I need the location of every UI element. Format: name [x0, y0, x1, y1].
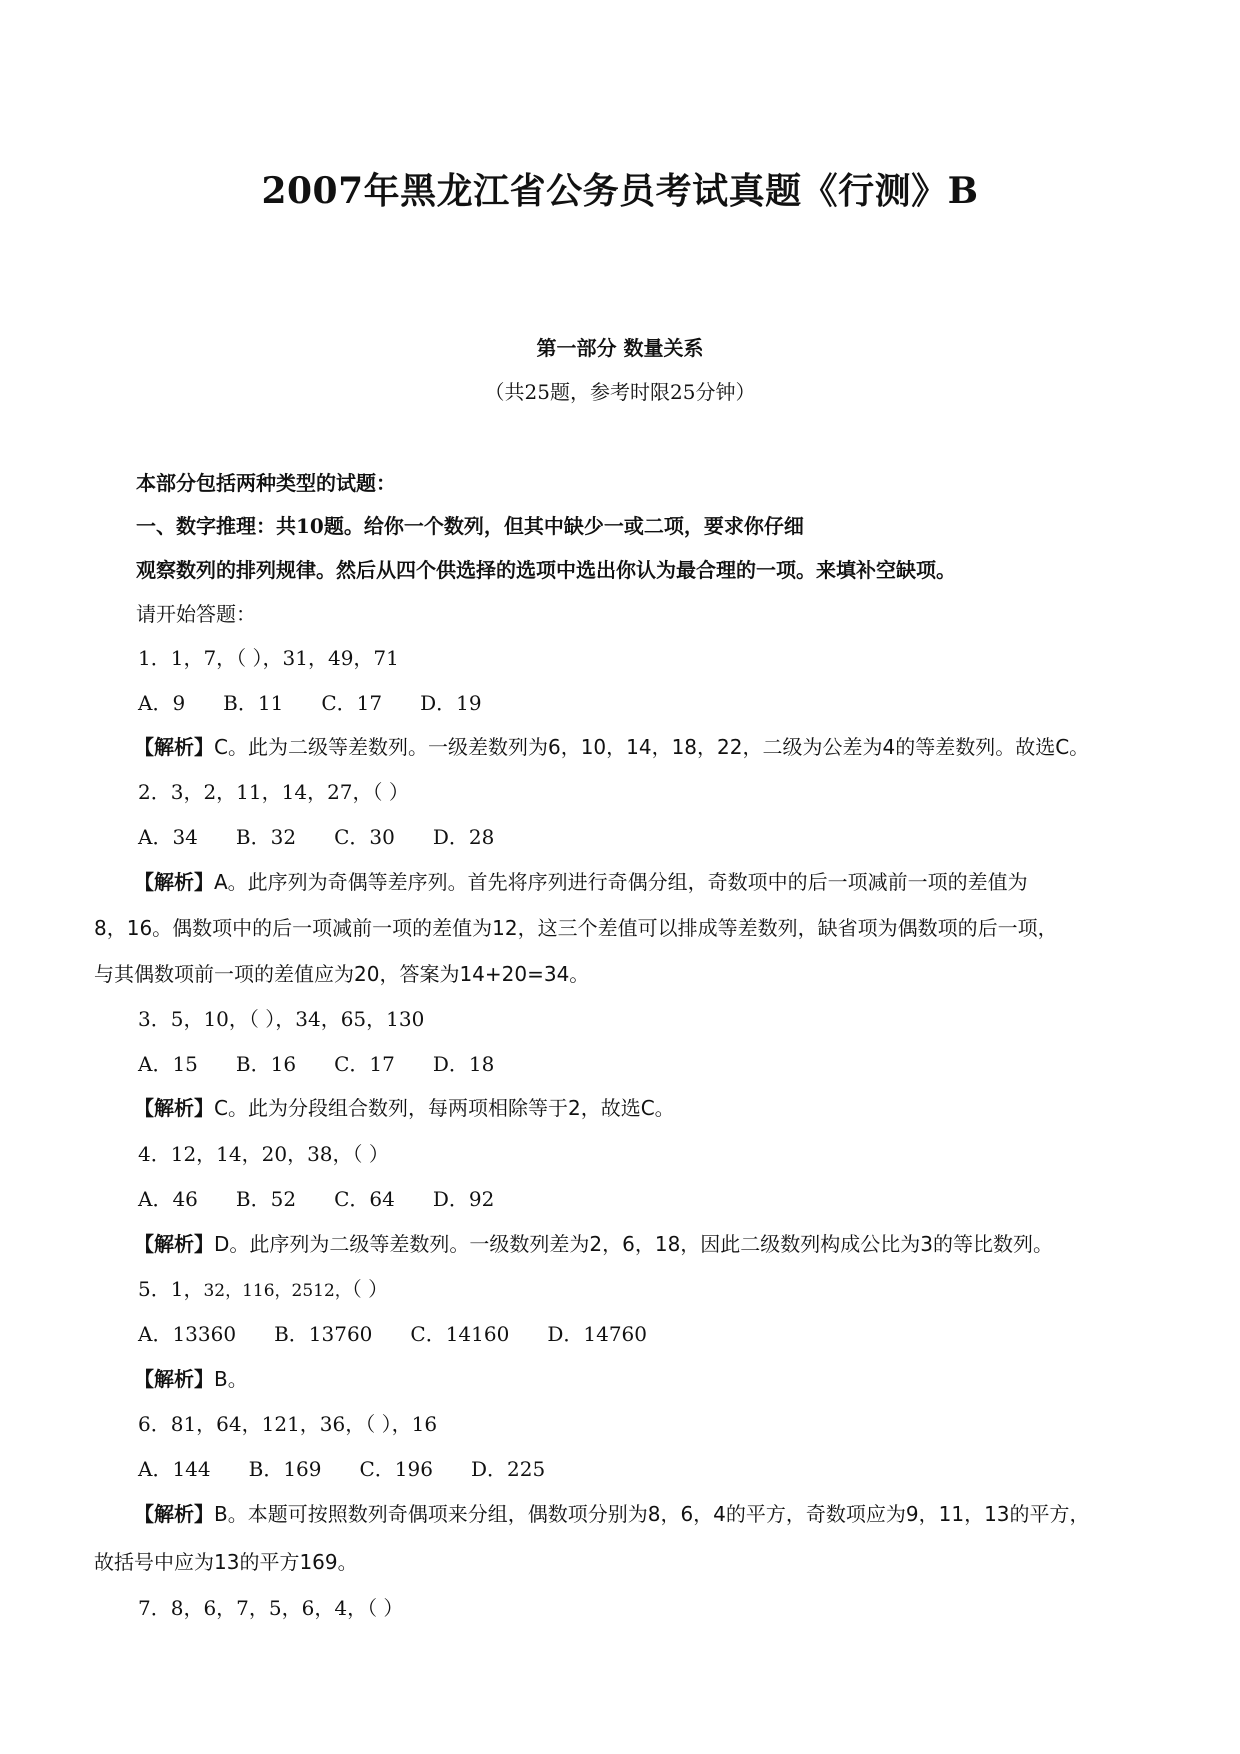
question-options — [138, 687, 520, 716]
intro-line: 本部分包括两种类型的试题： — [136, 471, 396, 495]
option: C．17 — [334, 1052, 395, 1076]
document-title: 2007年黑龙江省公务员考试真题《行测》B — [261, 170, 979, 212]
analysis-text: C。此为分段组合数列，每两项相除等于2，故选C。 — [214, 1096, 675, 1120]
analysis — [134, 1498, 1090, 1527]
option: A．13360 — [138, 1322, 237, 1346]
analysis-text: B。本题可按照数列奇偶项来分组，偶数项分别为8，6，4的平方，奇数项应为9，11，13的平方， — [214, 1502, 1090, 1526]
option: C．30 — [334, 825, 395, 849]
analysis-continuation: 8，16。偶数项中的后一项减前一项的差值为12，这三个差值可以排成等差数列，缺省项为偶数项的后一项， — [94, 916, 1058, 940]
analysis-tag: 【解析】 — [134, 1096, 214, 1120]
analysis-text: A。此序列为奇偶等差序列。首先将序列进行奇偶分组，奇数项中的后一项减前一项的差值为 — [214, 870, 1028, 894]
analysis — [134, 731, 1089, 760]
intro-line: 观察数列的排列规律。然后从四个供选择的选项中选出你认为最合理的一项。来填补空缺项。 — [136, 558, 956, 582]
stem-part: （ ） — [351, 1277, 389, 1301]
analysis-continuation: 与其偶数项前一项的差值应为20，答案为14+20=34。 — [94, 962, 590, 986]
intro-line: 一、数字推理：共10题。给你一个数列，但其中缺少一或二项，要求你仔细 — [136, 514, 804, 538]
analysis-text: D。此序列为二级等差数列。一级数列差为2，6，18，因此二级数列构成公比为3的等比数列。 — [214, 1232, 1054, 1256]
option: C．64 — [334, 1187, 395, 1211]
option: C．196 — [359, 1457, 433, 1481]
option: A．144 — [138, 1457, 211, 1481]
analysis — [134, 1092, 675, 1121]
option: D．14760 — [547, 1322, 648, 1346]
analysis — [134, 1228, 1053, 1257]
analysis-text: C。此为二级等差数列。一级差数列为6，10，14，18，22，二级为公差为4的等差数列。故选C。 — [214, 735, 1090, 759]
option: B．13760 — [274, 1322, 373, 1346]
analysis-tag: 【解析】 — [134, 870, 214, 894]
option: D．18 — [432, 1052, 495, 1076]
intro-line: 请开始答题： — [136, 602, 256, 626]
option: B．52 — [235, 1187, 297, 1211]
analysis-text: B。 — [214, 1367, 248, 1391]
option: C．17 — [321, 691, 383, 715]
option: B．169 — [248, 1457, 322, 1481]
option: A．9 — [138, 691, 186, 715]
stem-part: 32，116，2512， — [203, 1281, 352, 1301]
section-title: 第一部分 数量关系 — [536, 336, 704, 360]
analysis-continuation: 故括号中应为13的平方169。 — [94, 1550, 358, 1574]
option: C．14160 — [410, 1322, 510, 1346]
analysis-tag: 【解析】 — [134, 1367, 214, 1391]
analysis-tag: 【解析】 — [134, 1502, 214, 1526]
question-stem — [138, 1273, 388, 1302]
option: D．19 — [420, 691, 482, 715]
analysis-tag: 【解析】 — [134, 735, 214, 759]
stem-part: 5．1， — [138, 1277, 204, 1301]
section-subtitle: （共25题，参考时限25分钟） — [484, 380, 756, 404]
question-options — [138, 1183, 532, 1212]
option: D．28 — [432, 825, 495, 849]
question-options — [138, 1318, 685, 1347]
question-options — [138, 821, 532, 850]
question-stem: 4．12，14，20，38，（ ） — [138, 1142, 389, 1166]
question-options — [138, 1453, 583, 1482]
option: B．16 — [235, 1052, 297, 1076]
analysis — [134, 866, 1028, 895]
analysis — [134, 1363, 248, 1392]
question-stem: 7．8，6，7，5，6，4，（ ） — [138, 1596, 404, 1620]
question-stem: 1．1，7，（ ），31，49，71 — [138, 646, 399, 670]
option: B．11 — [223, 691, 284, 715]
option: A．15 — [138, 1052, 198, 1076]
question-stem: 6．81，64，121，36，（ ），16 — [138, 1412, 438, 1436]
analysis-tag: 【解析】 — [134, 1232, 214, 1256]
question-stem: 2．3，2，11，14，27，（ ） — [138, 780, 409, 804]
option: A．46 — [138, 1187, 198, 1211]
option: D．225 — [470, 1457, 546, 1481]
option: A．34 — [138, 825, 198, 849]
option: D．92 — [432, 1187, 495, 1211]
question-options — [138, 1048, 532, 1077]
option: B．32 — [235, 825, 297, 849]
question-stem: 3．5，10，（ ），34，65，130 — [138, 1007, 425, 1031]
